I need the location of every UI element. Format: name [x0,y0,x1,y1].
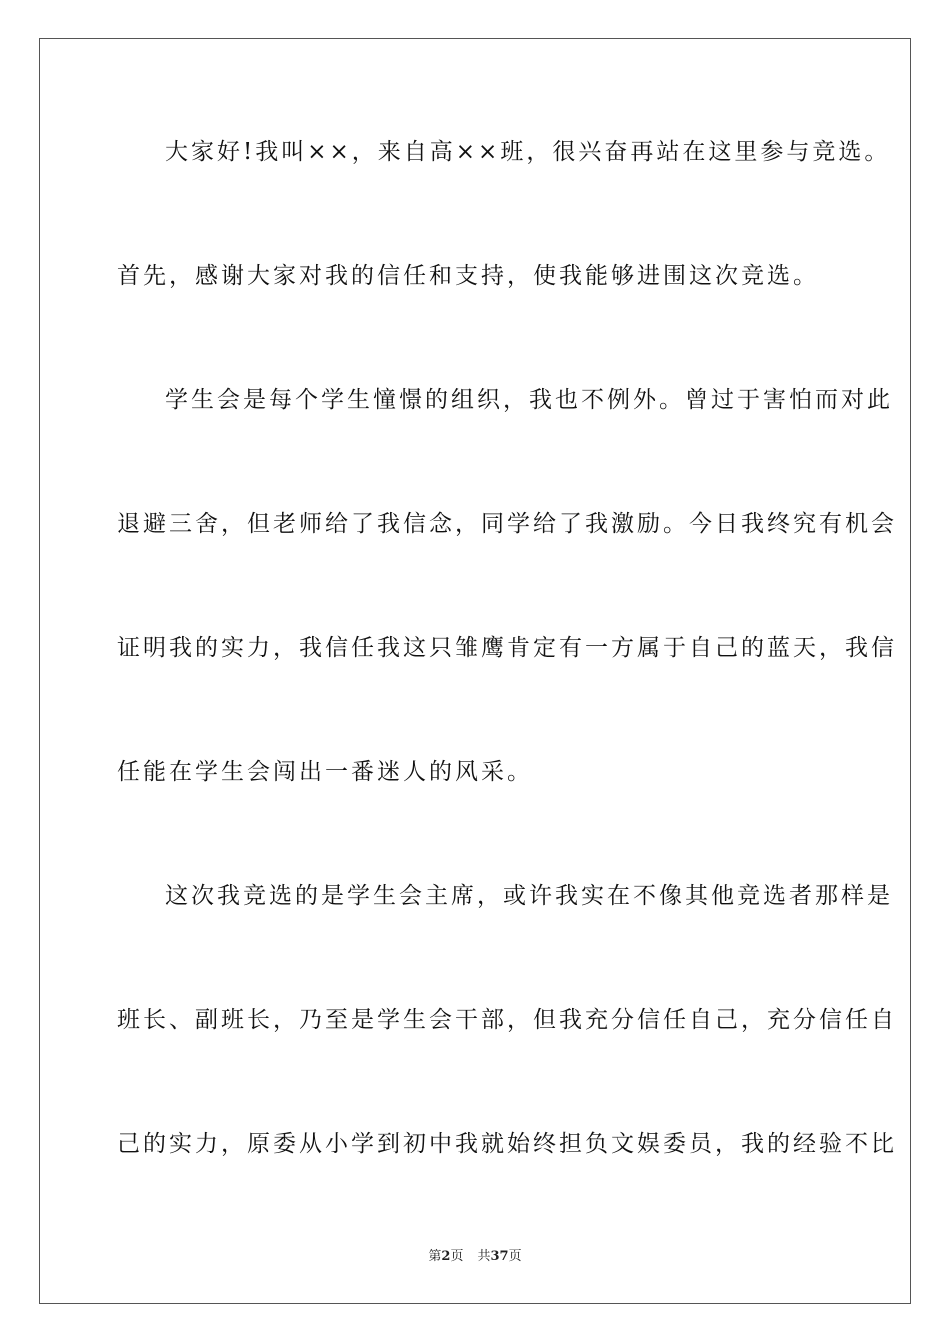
page-number: 2 [441,1249,451,1264]
page-suffix: 页 [450,1249,464,1264]
paragraph-line: 退避三舍，但老师给了我信念，同学给了我激励。今日我终究有机会 [117,511,897,537]
paragraph-line: 这次我竞选的是学生会主席，或许我实在不像其他竞选者那样是 [165,883,893,909]
page-footer [0,1248,950,1266]
paragraph-line: 首先，感谢大家对我的信任和支持，使我能够进围这次竞选。 [117,263,819,289]
paragraph-line: 班长、副班长，乃至是学生会干部，但我充分信任自己，充分信任自 [117,1007,897,1033]
paragraph-line: 任能在学生会闯出一番迷人的风采。 [117,759,533,785]
total-suffix: 页 [508,1249,522,1264]
paragraph-line: 己的实力，原委从小学到初中我就始终担负文娱委员，我的经验不比 [117,1131,897,1157]
paragraph-line: 大家好!我叫××，来自高××班，很兴奋再站在这里参与竞选。 [165,139,891,165]
total-pages: 37 [490,1249,509,1264]
total-prefix: 共 [477,1249,491,1264]
page-prefix: 第 [428,1249,442,1264]
paragraph-line: 证明我的实力，我信任我这只雏鹰肯定有一方属于自己的蓝天，我信 [117,635,897,661]
page-border [39,38,911,1304]
paragraph-line: 学生会是每个学生憧憬的组织，我也不例外。曾过于害怕而对此 [165,387,893,413]
